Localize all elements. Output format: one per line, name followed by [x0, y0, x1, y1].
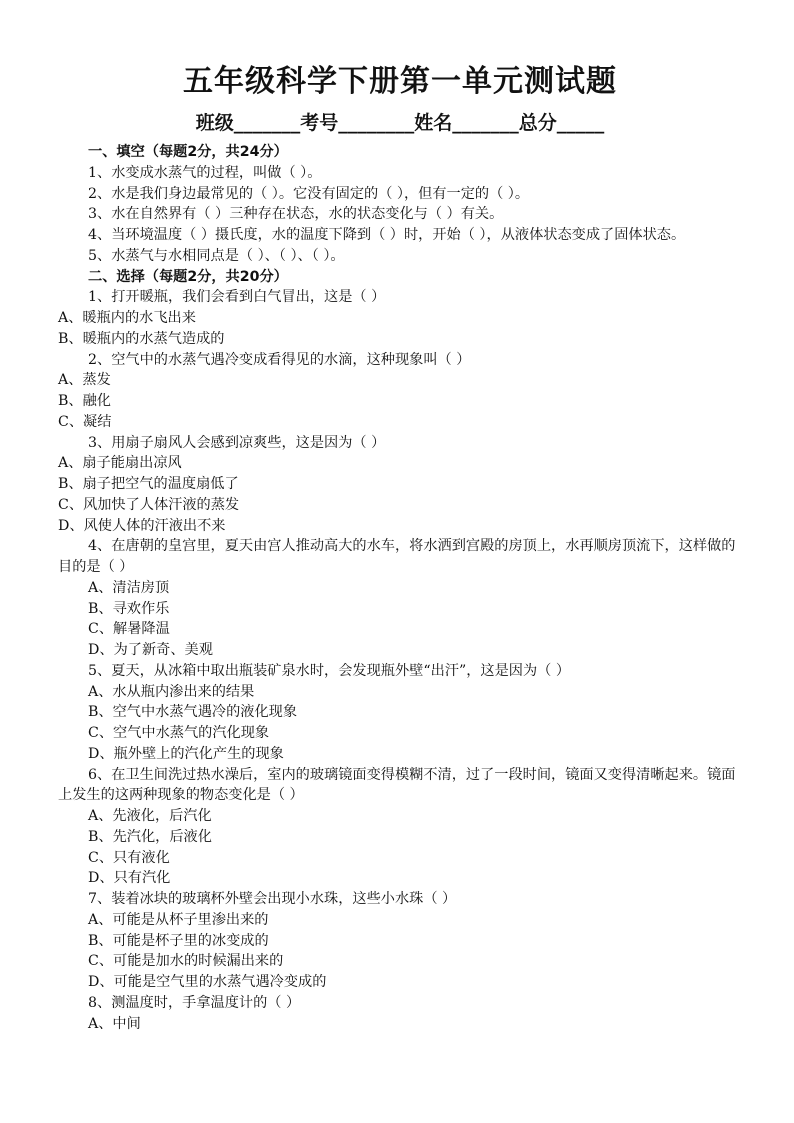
question-text: 2、空气中的水蒸气遇冷变成看得见的水滴，这种现象叫（ ）: [88, 351, 471, 368]
option-item: D、只有汽化: [88, 870, 171, 887]
section-heading-fill-in: 一、填空（每题2分，共24分）: [88, 144, 288, 160]
question-text: 4、在唐朝的皇宫里，夏天由宫人推动高大的水车，将水洒到宫殿的房顶上，水再顺房顶流下，这样做的目的是（ ）: [58, 538, 736, 575]
option-item: B、融化: [58, 393, 111, 409]
option-item: B、空气中水蒸气遇冷的液化现象: [88, 704, 298, 721]
option-item: C、只有液化: [88, 849, 170, 866]
option-item: C、空气中水蒸气的汽化现象: [88, 725, 270, 741]
option-item: B、寻欢作乐: [88, 600, 170, 617]
question-text: 5、夏天，从冰箱中取出瓶装矿泉水时，会发现瓶外壁“出汗”，这是因为（ ）: [88, 662, 571, 679]
option-item: C、风加快了人体汗液的蒸发: [58, 496, 240, 513]
option-item: B、暖瓶内的水蒸气造成的: [58, 330, 225, 347]
option-item: A、扇子能扇出凉风: [58, 455, 182, 472]
option-item: D、为了新奇、美观: [88, 642, 213, 658]
fill-in-item: 4、当环境温度（ ）摄氏度，水的温度下降到（ ）时，开始（ ），从液体状态变成了固体状态。: [88, 227, 686, 243]
option-item: B、先汽化，后液化: [88, 828, 212, 845]
page-title: 五年级科学下册第一单元测试题: [183, 64, 617, 99]
option-item: B、可能是杯子里的冰变成的: [88, 932, 269, 949]
fill-in-item: 2、水是我们身边最常见的（ ）。它没有固定的（ ），但有一定的（ ）。: [88, 185, 530, 202]
question-text: 7、装着冰块的玻璃杯外壁会出现小水珠，这些小水珠（ ）: [88, 891, 457, 907]
option-item: A、水从瓶内渗出来的结果: [88, 683, 255, 700]
question-text: 3、用扇子扇风人会感到凉爽些，这是因为（ ）: [88, 434, 386, 451]
option-item: C、可能是加水的时候漏出来的: [88, 953, 284, 970]
student-info-line: 班级_______考号________姓名_______总分_____: [195, 112, 605, 134]
option-item: A、蒸发: [58, 372, 111, 389]
option-item: A、暖瓶内的水飞出来: [58, 310, 196, 326]
question-text: 8、测温度时，手拿温度计的（ ）: [88, 994, 301, 1011]
option-item: C、解暑降温: [88, 621, 170, 638]
question-text: 6、在卫生间洗过热水澡后，室内的玻璃镜面变得模糊不清，过了一段时间，镜面又变得清晰起来。镜面上发生的这两种现象的物态变化是（ ）: [58, 766, 736, 804]
option-item: D、瓶外壁上的汽化产生的现象: [88, 745, 284, 762]
section-heading-choice: 二、选择（每题2分，共20分）: [88, 268, 288, 285]
option-item: D、可能是空气里的水蒸气遇冷变成的: [88, 974, 327, 990]
question-text: 1、打开暖瓶，我们会看到白气冒出，这是（ ）: [88, 289, 386, 306]
option-item: A、中间: [88, 1015, 141, 1032]
fill-in-item: 3、水在自然界有（ ）三种存在状态，水的状态变化与（ ）有关。: [88, 206, 504, 223]
option-item: A、先液化，后汽化: [88, 808, 212, 824]
option-item: A、可能是从杯子里渗出来的: [88, 911, 269, 928]
option-item: C、凝结: [58, 413, 112, 430]
option-item: D、风使人体的汗液出不来: [58, 517, 226, 534]
option-item: B、扇子把空气的温度扇低了: [58, 476, 239, 492]
fill-in-item: 1、水变成水蒸气的过程，叫做（ ）。: [88, 164, 322, 181]
option-item: A、清洁房顶: [88, 579, 170, 596]
fill-in-item: 5、水蒸气与水相同点是（ ）、（ ）、（ ）。: [88, 247, 345, 264]
